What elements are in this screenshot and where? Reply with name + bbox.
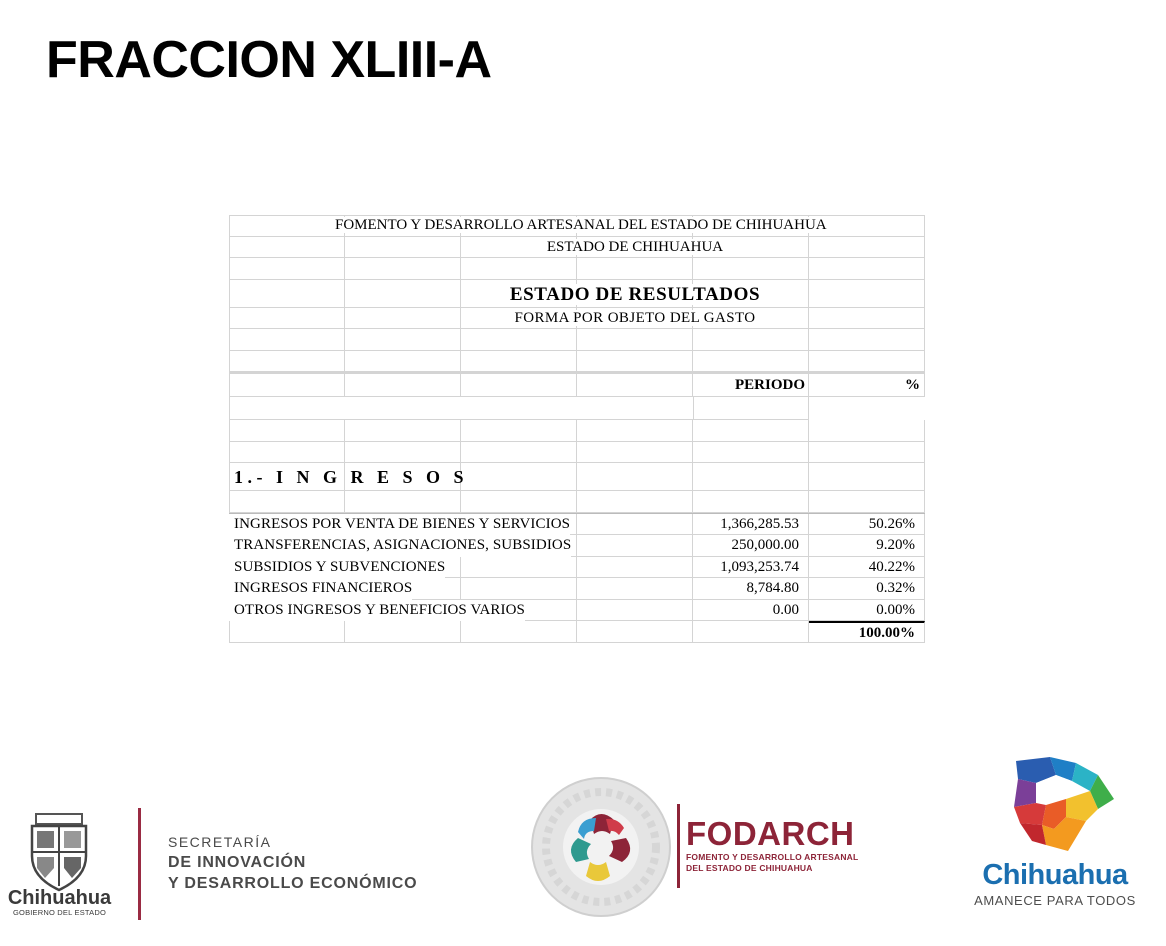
sheet-row-empty: [229, 442, 925, 464]
sheet-row-section-title: [229, 463, 925, 491]
percent-column-header: %: [809, 374, 925, 397]
table-row: [229, 557, 925, 579]
row-amount: 1,093,253.74: [693, 557, 809, 579]
organization-name: FOMENTO Y DESARROLLO ARTESANAL DEL ESTADO DE CHIHUAHUA: [335, 217, 827, 233]
state-name: ESTADO DE CHIHUAHUA: [546, 238, 724, 255]
sheet-row-empty: [229, 491, 925, 514]
logo-divider: [677, 804, 680, 888]
secretaria-line1: SECRETARÍA: [168, 834, 272, 850]
gov-logo-subtitle: GOBIERNO DEL ESTADO: [13, 908, 106, 917]
chihuahua-brand-logo: [966, 755, 1146, 915]
report-subtitle: FORMA POR OBJETO DEL GASTO: [514, 309, 756, 326]
row-amount: 8,784.80: [693, 578, 809, 600]
secretaria-line2: DE INNOVACIÓN: [168, 854, 307, 871]
state-coat-of-arms-icon: [24, 812, 94, 892]
row-label: TRANSFERENCIAS, ASIGNACIONES, SUBSIDIOS: [229, 535, 571, 557]
row-label: INGRESOS FINANCIEROS: [229, 578, 412, 600]
section-title: 1.- I N G R E S O S: [234, 467, 469, 487]
sheet-row-empty: [229, 420, 925, 442]
row-percent: 40.22%: [809, 557, 925, 579]
row-label: OTROS INGRESOS Y BENEFICIOS VARIOS: [229, 600, 525, 622]
sheet-row-organization: [229, 215, 925, 237]
table-row: [229, 514, 925, 536]
brand-name: Chihuahua: [982, 859, 1128, 891]
row-label: SUBSIDIOS Y SUBVENCIONES: [229, 557, 445, 579]
sheet-row-empty: [229, 397, 925, 420]
state-map-icon: [1006, 755, 1116, 860]
fodarch-logo: [530, 776, 890, 918]
results-spreadsheet: [229, 215, 925, 643]
period-column-header: PERIODO: [693, 374, 809, 397]
fodarch-subtitle-line1: FOMENTO Y DESARROLLO ARTESANAL: [686, 852, 859, 862]
sheet-row-report-subtitle: [229, 308, 925, 330]
sheet-row-column-headers: [229, 372, 925, 397]
row-amount: 0.00: [693, 600, 809, 622]
row-percent: 0.32%: [809, 578, 925, 600]
logo-divider: [138, 808, 141, 920]
sheet-row-empty: [229, 329, 925, 351]
row-percent: 50.26%: [809, 514, 925, 536]
table-row: [229, 535, 925, 557]
page-title: FRACCION XLIII-A: [46, 31, 492, 89]
table-row: [229, 578, 925, 600]
table-row: [229, 600, 925, 622]
row-label: INGRESOS POR VENTA DE BIENES Y SERVICIOS: [229, 514, 570, 536]
row-amount: 1,366,285.53: [693, 514, 809, 536]
sheet-row-empty: [229, 351, 925, 373]
fodarch-hands-emblem-icon: [530, 776, 672, 918]
fodarch-name: FODARCH: [686, 815, 855, 852]
secretaria-line3: Y DESARROLLO ECONÓMICO: [168, 875, 418, 892]
sheet-row-empty: [229, 258, 925, 280]
fodarch-subtitle-line2: DEL ESTADO DE CHIHUAHUA: [686, 863, 813, 873]
row-amount: 250,000.00: [693, 535, 809, 557]
brand-tagline: AMANECE PARA TODOS: [974, 893, 1136, 908]
row-percent: 0.00%: [809, 600, 925, 622]
secretaria-logo: [0, 800, 445, 925]
sheet-row-total: [229, 621, 925, 643]
gov-logo-name: Chihuahua: [7, 887, 112, 909]
report-title: ESTADO DE RESULTADOS: [509, 283, 761, 305]
sheet-row-state: [229, 237, 925, 259]
total-percent: 100.00%: [809, 621, 925, 643]
sheet-row-report-title: [229, 280, 925, 308]
row-percent: 9.20%: [809, 535, 925, 557]
